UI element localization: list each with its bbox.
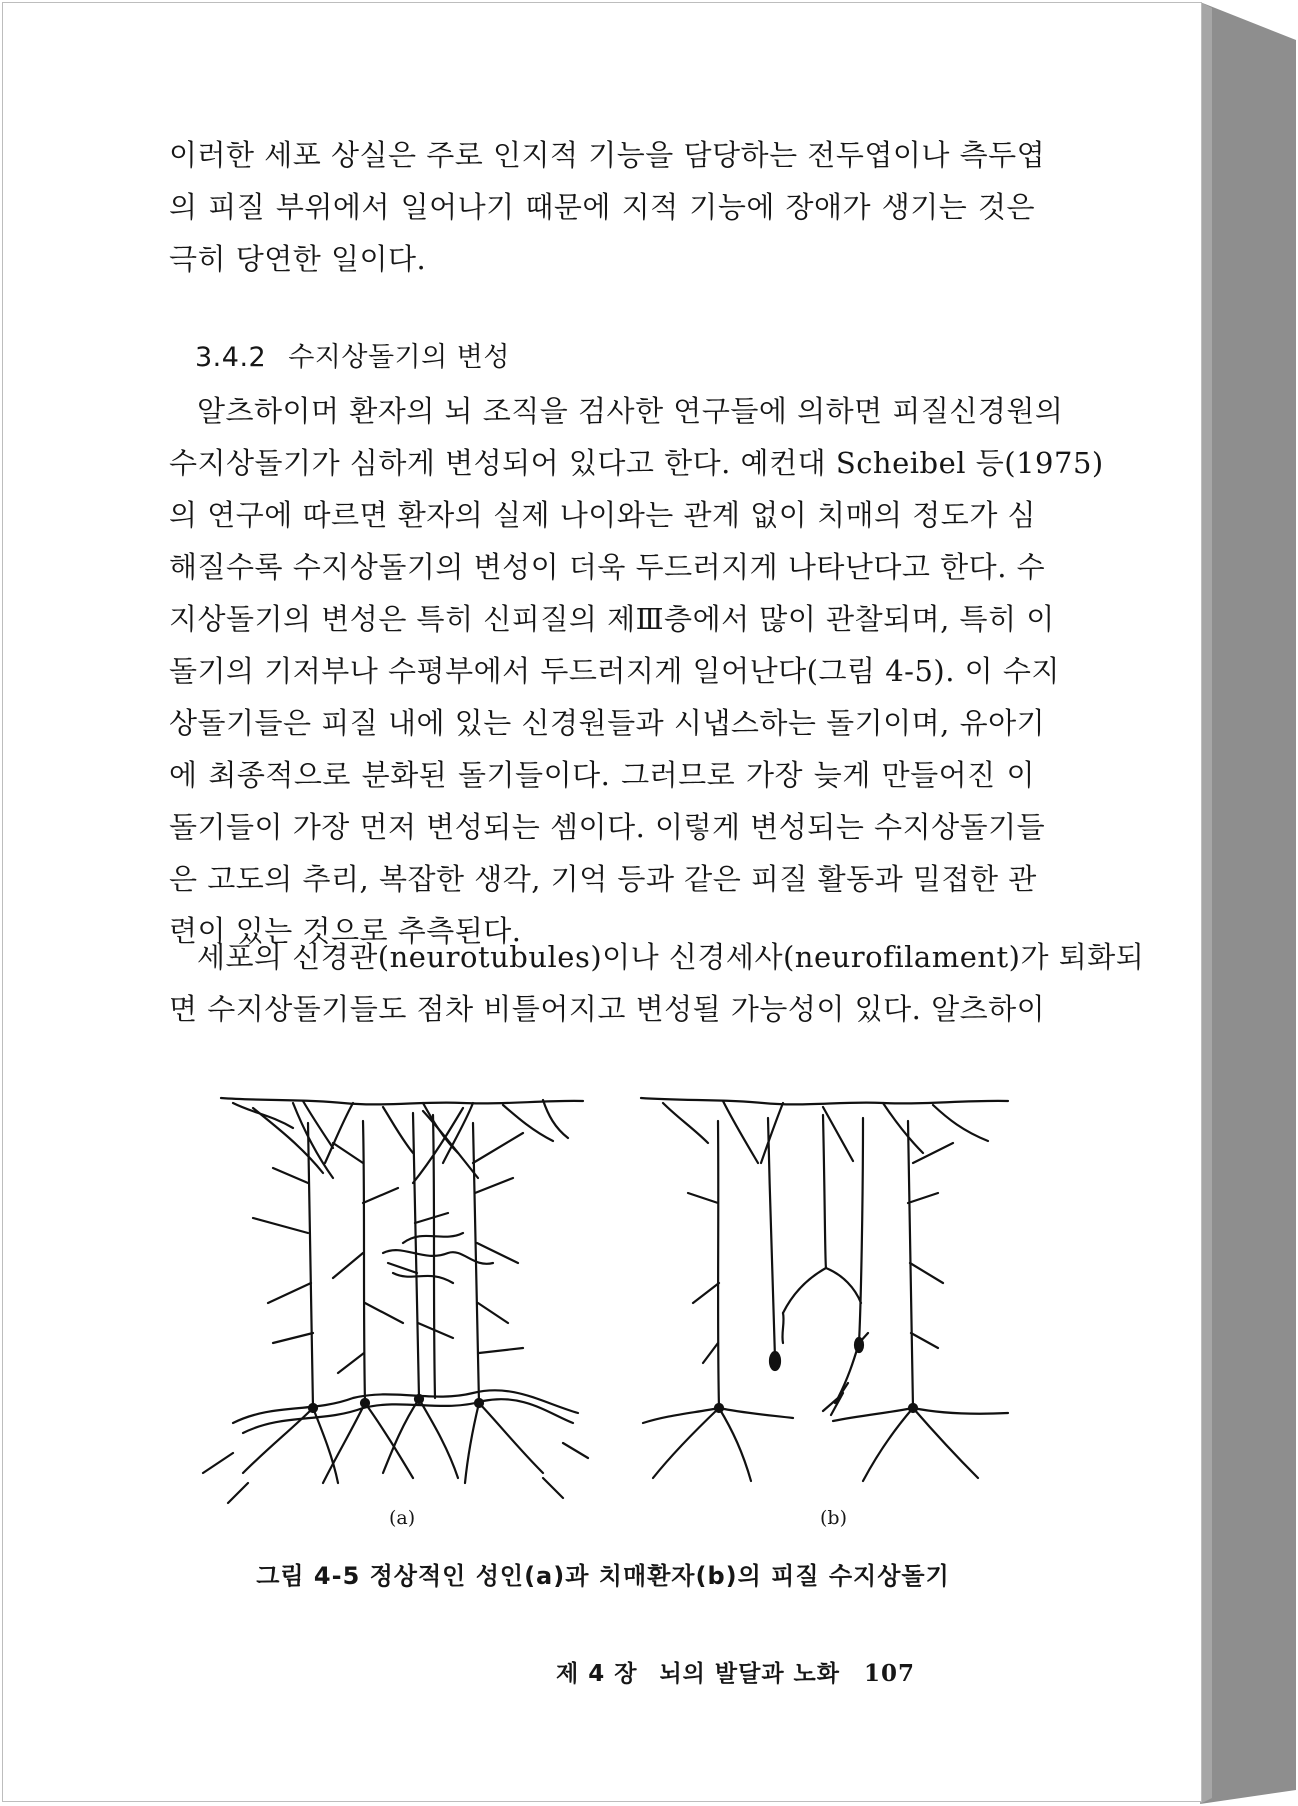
text-line: 면 수지상돌기들도 점차 비틀어지고 변성될 가능성이 있다. 알츠하이 <box>169 992 1046 1026</box>
text-line: 련이 있는 것으로 추측된다. <box>169 914 522 948</box>
section-title: 수지상돌기의 변성 <box>288 342 510 373</box>
page-number: 107 <box>863 1660 915 1687</box>
text-line: 세포의 신경관(neurotubules)이나 신경세사(neurofilament)가 퇴화되 <box>197 940 1145 974</box>
chapter-title: 뇌의 발달과 노화 <box>659 1661 840 1687</box>
running-footer <box>556 1655 915 1688</box>
chapter-label: 제 4 장 <box>555 1661 638 1687</box>
text-line: 이러한 세포 상실은 주로 인지적 기능을 담당하는 전두엽이나 측두엽 <box>169 138 1046 172</box>
text-line: 에 최종적으로 분화된 돌기들이다. 그러므로 가장 늦게 만들어진 이 <box>169 758 1035 792</box>
figure-label-b: (b) <box>820 1507 847 1529</box>
text-line: 해질수록 수지상돌기의 변성이 더욱 두드러지게 나타난다고 한다. 수 <box>169 550 1046 584</box>
text-line: 의 피질 부위에서 일어나기 때문에 지적 기능에 장애가 생기는 것은 <box>169 190 1035 224</box>
figure-caption: 그림 4-5 정상적인 성인(a)과 치매환자(b)의 피질 수지상돌기 <box>256 1562 950 1590</box>
dendrite-drawing-normal <box>203 1098 588 1503</box>
text-line: 돌기들이 가장 먼저 변성되는 셈이다. 이렇게 변성되는 수지상돌기들 <box>169 810 1046 844</box>
text-line: 극히 당연한 일이다. <box>169 242 427 276</box>
book-page <box>2 2 1202 1802</box>
figure-label-a: (a) <box>389 1507 416 1529</box>
dendrite-figure <box>3 3 1203 1563</box>
text-line: 알츠하이머 환자의 뇌 조직을 검사한 연구들에 의하면 피질신경원의 <box>197 394 1064 428</box>
text-line: 상돌기들은 피질 내에 있는 신경원들과 시냅스하는 돌기이며, 유아기 <box>169 706 1046 740</box>
text-line: 의 연구에 따르면 환자의 실제 나이와는 관계 없이 치매의 정도가 심 <box>169 498 1037 532</box>
text-line: 돌기의 기저부나 수평부에서 두드러지게 일어난다(그림 4-5). 이 수지 <box>169 654 1060 688</box>
section-number: 3.4.2 <box>195 342 267 373</box>
text-line: 지상돌기의 변성은 특히 신피질의 제Ⅲ층에서 많이 관찰되며, 특히 이 <box>169 602 1055 636</box>
text-line: 수지상돌기가 심하게 변성되어 있다고 한다. 예컨대 Scheibel 등(1975) <box>169 446 1104 480</box>
text-line: 은 고도의 추리, 복잡한 생각, 기억 등과 같은 피질 활동과 밀접한 관 <box>169 862 1037 896</box>
dendrite-drawing-dementia <box>641 1098 1008 1481</box>
